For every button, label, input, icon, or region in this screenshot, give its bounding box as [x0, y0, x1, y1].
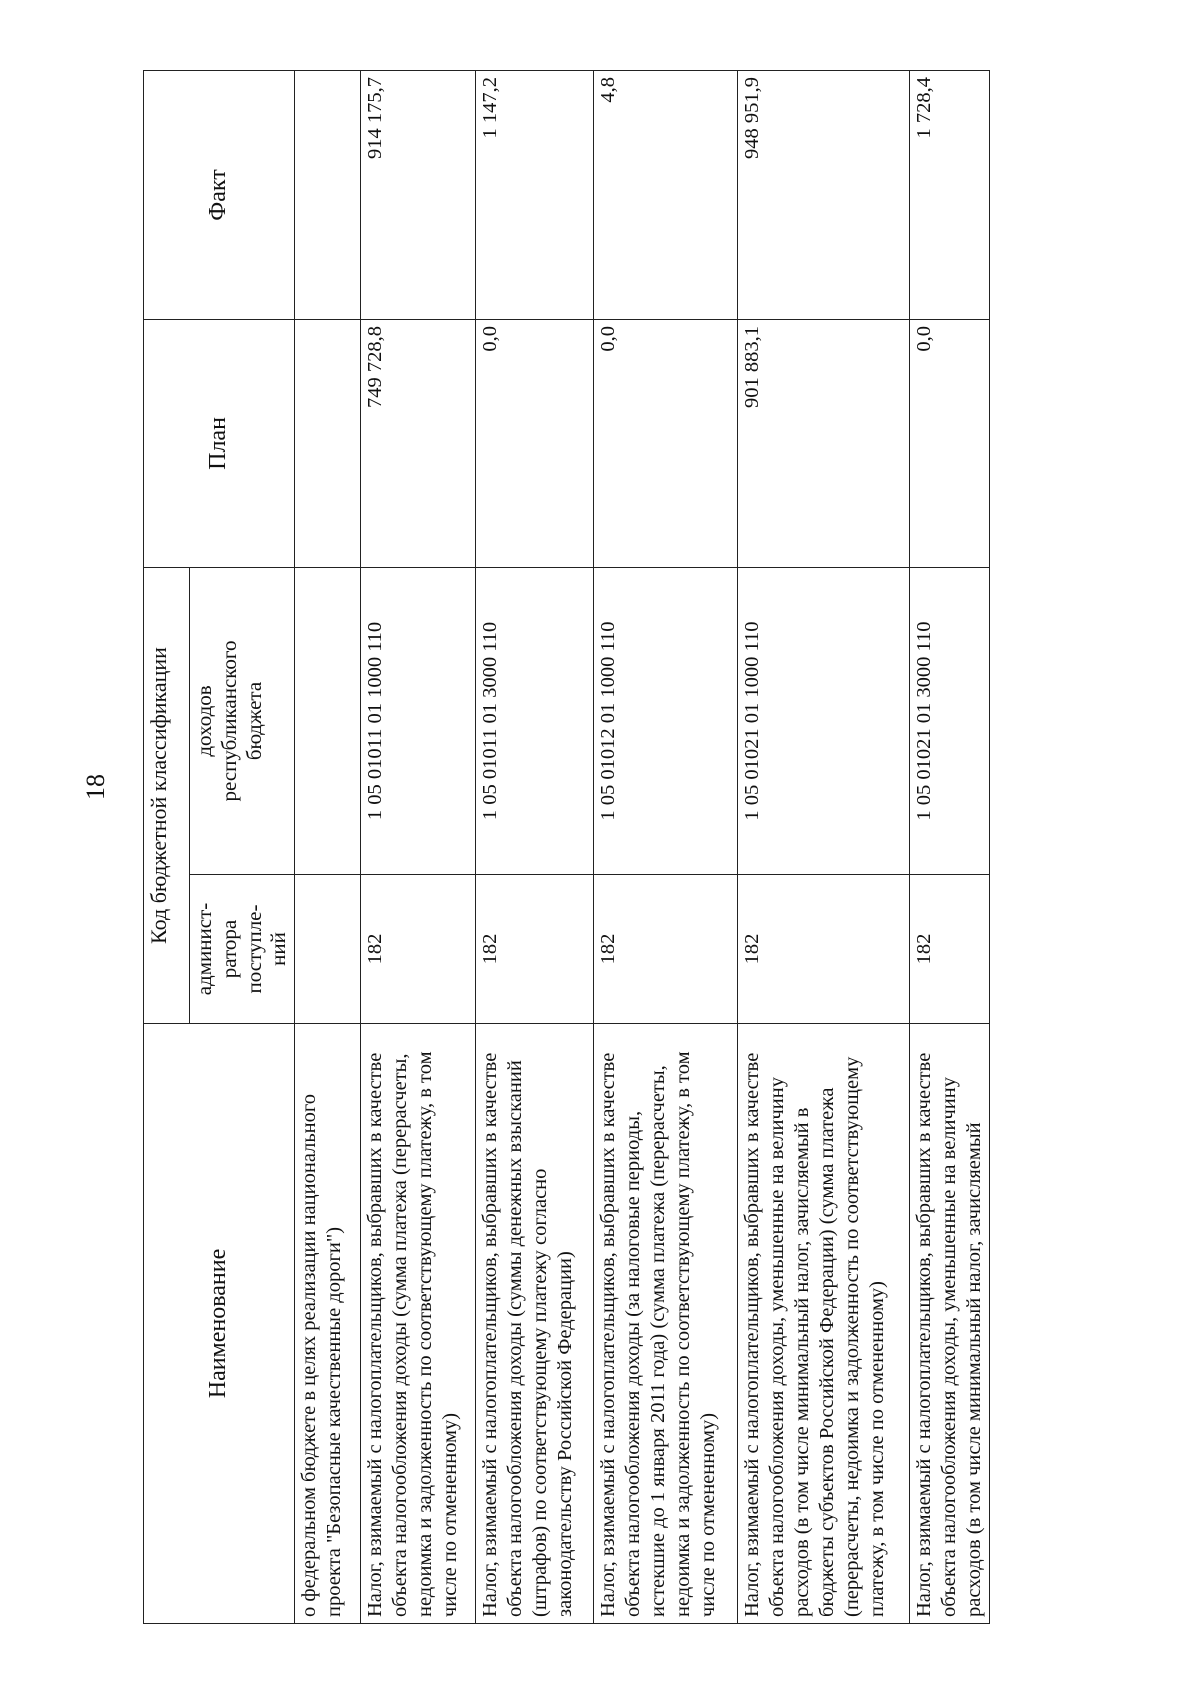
row-fact-cell: 4,8	[594, 70, 738, 319]
table-body	[295, 70, 990, 1623]
row-name-cell: Налог, взимаемый с налогоплательщиков, выбравших в качестве объекта налогообложения доходы (суммы денежных взысканий (штрафов) по соответствующему платежу согласно законодательству Российской Федерации)	[476, 1024, 594, 1624]
row-admin-code-cell: 182	[594, 875, 738, 1024]
row-name-cell: Налог, взимаемый с налогоплательщиков, выбравших в качестве объекта налогообложения доходы, уменьшенные на величину расходов (в том числе минимальный налог, зачисляемый в бюджеты субъектов Российской Федерации) (сумма платежа (перерасчеты, недоимка и задолженность по соответствующему платежу, в том числе по отмененному)	[738, 1024, 910, 1624]
row-admin-code-cell: 182	[738, 875, 910, 1024]
row-income-code-cell: 1 05 01021 01 3000 110	[910, 567, 990, 874]
row-name-cell: о федеральном бюджете в целях реализации национального проекта "Безопасные качественные дороги")	[295, 1024, 361, 1624]
row-fact-cell: 1 728,4	[910, 70, 990, 319]
row-name-cell: Налог, взимаемый с налогоплательщиков, выбравших в качестве объекта налогообложения доходы (сумма платежа (перерасчеты, недоимка и задолженность по соответствующему платежу, в том числе по отмененному)	[361, 1024, 476, 1624]
row-plan-cell: 0,0	[594, 319, 738, 567]
row-admin-code-cell: 182	[476, 875, 594, 1024]
header-code-group: Код бюджетной классификации	[144, 567, 190, 1023]
row-plan-cell: 0,0	[910, 319, 990, 567]
table-row	[295, 70, 361, 1623]
rotated-sheet	[143, 71, 1146, 1624]
row-plan-cell: 0,0	[476, 319, 594, 567]
header-income: доходов республиканского бюджета	[190, 567, 295, 874]
row-plan-cell	[295, 319, 361, 567]
row-income-code-cell: 1 05 01011 01 1000 110	[361, 567, 476, 874]
table-row	[476, 70, 594, 1623]
row-income-code-cell: 1 05 01012 01 1000 110	[594, 567, 738, 874]
table-row	[910, 70, 990, 1623]
table-row	[594, 70, 738, 1623]
row-plan-cell: 901 883,1	[738, 319, 910, 567]
header-fact: Факт	[144, 70, 295, 319]
header-name: Наименование	[144, 1024, 295, 1624]
row-plan-cell: 749 728,8	[361, 319, 476, 567]
row-admin-code-cell	[295, 875, 361, 1024]
header-plan: План	[144, 319, 295, 567]
page-number: 18	[81, 774, 110, 800]
row-fact-cell: 914 175,7	[361, 70, 476, 319]
row-income-code-cell: 1 05 01021 01 1000 110	[738, 567, 910, 874]
row-admin-code-cell: 182	[910, 875, 990, 1024]
row-admin-code-cell: 182	[361, 875, 476, 1024]
budget-income-table	[143, 70, 990, 1624]
row-fact-cell: 948 951,9	[738, 70, 910, 319]
row-fact-cell: 1 147,2	[476, 70, 594, 319]
row-name-cell: Налог, взимаемый с налогоплательщиков, выбравших в качестве объекта налогообложения доходы (за налоговые периоды, истекшие до 1 января 2011 года) (сумма платежа (перерасчеты, недоимка и задолженность по соответствующему платежу, в том числе по отмененному)	[594, 1024, 738, 1624]
table-row	[361, 70, 476, 1623]
header-admin: админист- ратора поступле- ний	[190, 875, 295, 1024]
table-row	[738, 70, 910, 1623]
row-income-code-cell: 1 05 01011 01 3000 110	[476, 567, 594, 874]
row-fact-cell	[295, 70, 361, 319]
row-income-code-cell	[295, 567, 361, 874]
budget-table-container	[143, 71, 1146, 1624]
table-header-row	[144, 70, 190, 1623]
row-name-cell: Налог, взимаемый с налогоплательщиков, выбравших в качестве объекта налогообложения доходы, уменьшенные на величину расходов (в том числе минимальный налог, зачисляемый	[910, 1024, 990, 1624]
